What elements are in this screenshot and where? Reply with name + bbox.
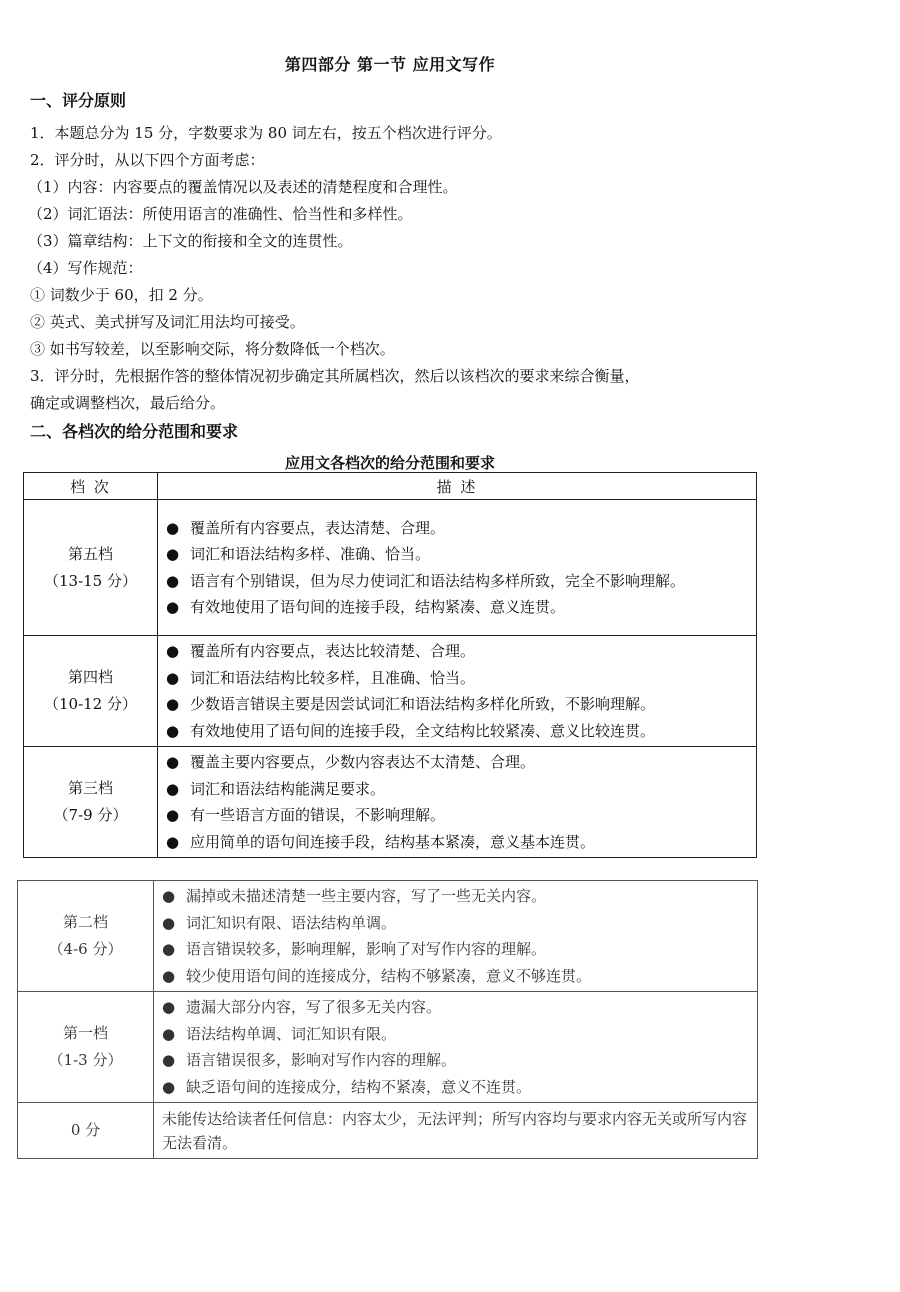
table-header-row [24, 473, 757, 500]
criterion-item: ● 词汇知识有限、语法结构单调。 [162, 910, 751, 937]
level-cell [18, 881, 154, 992]
table-row [18, 1103, 758, 1159]
description-cell [158, 747, 757, 858]
level-name: 第三档 [67, 779, 113, 797]
level-cell [18, 992, 154, 1103]
principle-line: （3）篇章结构：上下文的衔接和全文的连贯性。 [28, 232, 353, 250]
description-cell [154, 992, 758, 1103]
criterion-item: ● 有一些语言方面的错误，不影响理解。 [166, 802, 750, 829]
level-range: （4-6 分） [48, 940, 123, 958]
principle-line: 2．评分时，从以下四个方面考虑： [30, 151, 265, 169]
section-heading-levels: 二、各档次的给分范围和要求 [30, 422, 239, 441]
criterion-item: ● 缺乏语句间的连接成分，结构不紧凑，意义不连贯。 [162, 1074, 751, 1101]
table-row [18, 992, 758, 1103]
description-cell [154, 881, 758, 992]
level-range: （7-9 分） [53, 806, 128, 824]
principle-line: （4）写作规范： [28, 259, 143, 277]
criterion-item: ● 语言错误较多，影响理解，影响了对写作内容的理解。 [162, 936, 751, 963]
criterion-item: ● 较少使用语句间的连接成分，结构不够紧凑，意义不够连贯。 [162, 963, 751, 990]
principle-line: 3．评分时，先根据作答的整体情况初步确定其所属档次，然后以该档次的要求来综合衡量， [30, 367, 640, 385]
criterion-item: ● 覆盖所有内容要点，表达比较清楚、合理。 [166, 638, 750, 665]
section-heading-principles: 一、评分原则 [30, 91, 127, 110]
criterion-item: ● 覆盖主要内容要点，少数内容表达不太清楚、合理。 [166, 749, 750, 776]
criterion-item: ● 语言错误很多，影响对写作内容的理解。 [162, 1047, 751, 1074]
grading-table [23, 472, 757, 858]
table-row [24, 747, 757, 858]
grading-table-continued [17, 880, 758, 1159]
description-cell [158, 636, 757, 747]
page-title: 第四部分 第一节 应用文写作 [284, 55, 496, 74]
criterion-item: ● 词汇和语法结构比较多样，且准确、恰当。 [166, 665, 750, 692]
criterion-item: ● 语言有个别错误，但为尽力使词汇和语法结构多样所致，完全不影响理解。 [166, 568, 750, 595]
level-name: 0 分 [70, 1121, 101, 1139]
column-header-description: 描 述 [158, 473, 757, 500]
criterion-item: ● 有效地使用了语句间的连接手段，全文结构比较紧凑、意义比较连贯。 [166, 718, 750, 745]
level-name: 第一档 [62, 1024, 108, 1042]
description-cell [154, 1103, 758, 1159]
criterion-item: ● 词汇和语法结构多样、准确、恰当。 [166, 541, 750, 568]
description-cell [158, 500, 757, 636]
criterion-text: 未能传达给读者任何信息：内容太少，无法评判；所写内容均与要求内容无关或所写内容无法看清。 [162, 1109, 748, 1152]
criterion-item: ● 覆盖所有内容要点，表达清楚、合理。 [166, 515, 750, 542]
level-name: 第二档 [62, 913, 108, 931]
criterion-item: ● 遗漏大部分内容，写了很多无关内容。 [162, 994, 751, 1021]
table-caption: 应用文各档次的给分范围和要求 [284, 454, 495, 472]
level-cell [24, 500, 158, 636]
criterion-item: ● 有效地使用了语句间的连接手段，结构紧凑、意义连贯。 [166, 594, 750, 621]
table-row [24, 500, 757, 636]
table-row [18, 881, 758, 992]
level-range: （1-3 分） [48, 1051, 123, 1069]
level-range: （13-15 分） [43, 571, 137, 590]
criterion-item: ● 应用简单的语句间连接手段，结构基本紧凑，意义基本连贯。 [166, 829, 750, 856]
level-name: 第四档 [67, 668, 113, 686]
level-name: 第五档 [67, 544, 113, 563]
criterion-item: ● 语法结构单调、词汇知识有限。 [162, 1021, 751, 1048]
principle-line: （2）词汇语法：所使用语言的准确性、恰当性和多样性。 [28, 205, 413, 223]
column-header-level: 档 次 [24, 473, 158, 500]
level-cell [18, 1103, 154, 1159]
level-cell [24, 636, 158, 747]
principle-line: 1．本题总分为 15 分，字数要求为 80 词左右，按五个档次进行评分。 [30, 124, 502, 142]
level-range: （10-12 分） [43, 695, 137, 713]
criterion-item: ● 少数语言错误主要是因尝试词汇和语法结构多样化所致，不影响理解。 [166, 691, 750, 718]
level-cell [24, 747, 158, 858]
principle-line: ① 词数少于 60，扣 2 分。 [30, 286, 213, 304]
criterion-item: ● 词汇和语法结构能满足要求。 [166, 776, 750, 803]
principle-line: 确定或调整档次，最后给分。 [30, 394, 226, 412]
table-row [24, 636, 757, 747]
principle-line: （1）内容：内容要点的覆盖情况以及表述的清楚程度和合理性。 [28, 178, 458, 196]
criterion-item: ● 漏掉或未描述清楚一些主要内容，写了一些无关内容。 [162, 883, 751, 910]
principle-line: ② 英式、美式拼写及词汇用法均可接受。 [30, 313, 305, 331]
principle-line: ③ 如书写较差，以至影响交际，将分数降低一个档次。 [30, 340, 395, 358]
